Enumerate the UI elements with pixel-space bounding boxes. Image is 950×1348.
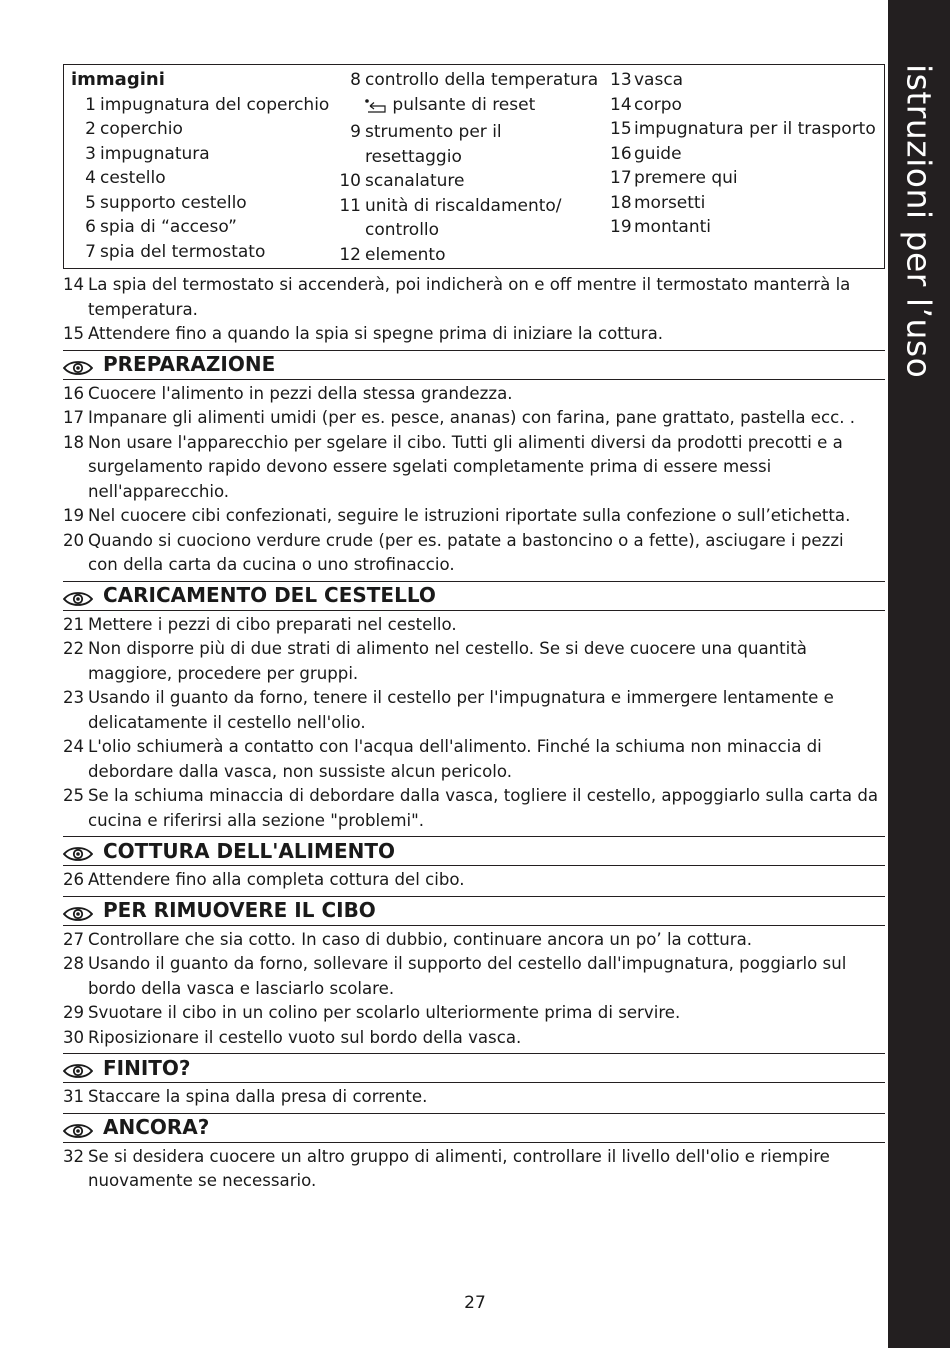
section-header — [63, 1113, 885, 1143]
step-item — [63, 928, 885, 953]
legend-item-label: pulsante di reset — [392, 94, 536, 115]
section-header — [63, 350, 885, 380]
step-text: Impanare gli alimenti umidi (per es. pesce, ananas) con farina, pane grattato, pastella ecc. . — [88, 408, 856, 427]
legend-item — [610, 117, 876, 142]
section-header — [63, 836, 885, 866]
legend-item-number: 11 — [339, 195, 361, 216]
legend-item-label: coperchio — [100, 119, 183, 139]
legend-item-label: spia di “acceso” — [100, 217, 237, 237]
step-number: 26 — [63, 870, 85, 889]
legend-item-number: 3 — [85, 143, 96, 164]
step-number: 20 — [63, 530, 85, 550]
step-number: 19 — [63, 506, 85, 525]
legend-item-label: montanti — [634, 217, 711, 237]
step-text: Cuocere l'alimento in pezzi della stessa grandezza. — [88, 383, 513, 403]
eye-icon — [63, 904, 93, 918]
legend-item — [610, 142, 876, 167]
step-item — [63, 735, 885, 784]
section-title: PREPARAZIONE — [103, 352, 276, 377]
step-number: 22 — [63, 639, 85, 658]
step-item — [63, 273, 885, 322]
legend-item-number: 7 — [85, 241, 96, 262]
legend-item-label: morsetti — [634, 192, 706, 213]
instructions-content — [63, 273, 885, 1194]
legend-item — [71, 191, 329, 216]
legend-item-number: 15 — [610, 119, 632, 139]
section-header — [63, 581, 885, 611]
step-text: maggiore, procedere per gruppi. — [88, 663, 359, 683]
step-text: con della carta da cucina o uno strofinaccio. — [88, 555, 455, 574]
eye-icon — [63, 589, 93, 603]
step-text: Nel cuocere cibi confezionati, seguire le istruzioni riportate sulla confezione o sull’etichetta. — [88, 506, 851, 525]
step-text: Svuotare il cibo in un colino per scolarlo ulteriormente prima di servire. — [88, 1003, 681, 1022]
step-text: Mettere i pezzi di cibo preparati nel cestello. — [88, 614, 457, 634]
step-number: 15 — [63, 324, 85, 343]
legend-item — [610, 215, 876, 240]
legend-item — [339, 93, 598, 121]
section-header — [63, 1053, 885, 1083]
step-text: Attendere fino alla completa cottura del cibo. — [88, 870, 465, 889]
legend-item-label: corpo — [634, 94, 682, 115]
legend-box — [63, 64, 885, 269]
step-item — [63, 637, 885, 686]
legend-item — [610, 166, 876, 191]
legend-item-label: vasca — [634, 70, 684, 90]
legend-item-number: 1 — [85, 94, 96, 115]
legend-item — [339, 120, 598, 145]
legend-item-label: scanalature — [365, 171, 465, 191]
section-header — [63, 896, 885, 926]
step-number: 29 — [63, 1003, 85, 1022]
legend-item-number: 17 — [610, 168, 632, 188]
step-number: 31 — [63, 1087, 85, 1106]
step-item — [63, 1085, 885, 1110]
legend-item-number: 5 — [85, 192, 96, 213]
legend-item-label: controllo — [365, 220, 440, 240]
step-text: L'olio schiumerà a contatto con l'acqua dell'alimento. Finché la schiuma non minaccia di — [88, 737, 822, 756]
step-item — [63, 529, 885, 578]
legend-item — [339, 145, 598, 170]
legend-item — [339, 243, 598, 268]
section-title: PER RIMUOVERE IL CIBO — [103, 898, 376, 923]
legend-item-label: resettaggio — [365, 146, 462, 167]
step-number: 28 — [63, 954, 85, 973]
step-text: bordo della vasca e lasciarlo scolare. — [88, 978, 395, 998]
step-number: 30 — [63, 1027, 85, 1047]
legend-item — [610, 68, 876, 93]
legend-item-number: 10 — [339, 171, 361, 191]
legend-item — [71, 93, 329, 118]
step-item — [63, 784, 885, 833]
section-title: COTTURA DELL'ALIMENTO — [103, 838, 395, 863]
step-number: 25 — [63, 786, 85, 805]
eye-icon — [63, 358, 93, 372]
step-number: 23 — [63, 688, 85, 707]
step-text: Non disporre più di due strati di alimento nel cestello. Se si deve cuocere una quantità — [88, 639, 807, 658]
step-number: 16 — [63, 383, 85, 403]
legend-item-label: spia del termostato — [100, 241, 266, 262]
legend-item-label: impugnatura per il trasporto — [634, 119, 876, 139]
step-item — [63, 952, 885, 1001]
step-text: debordare dalla vasca, non sussiste alcun pericolo. — [88, 761, 513, 781]
legend-item-label: impugnatura — [100, 143, 210, 164]
step-text: cucina e riferirsi alla sezione "problemi". — [88, 810, 425, 830]
legend-item-number: 13 — [610, 70, 632, 90]
step-item — [63, 431, 885, 505]
step-text: nuovamente se necessario. — [88, 1171, 317, 1190]
legend-item-label: impugnatura del coperchio — [100, 94, 330, 115]
eye-icon — [63, 1121, 93, 1135]
legend-item — [71, 166, 329, 191]
legend-item-number: 8 — [350, 70, 361, 90]
step-text: Se si desidera cuocere un altro gruppo di alimenti, controllare il livello dell'olio e riempire — [88, 1146, 830, 1166]
legend-column-3 — [610, 68, 876, 240]
legend-item — [71, 215, 329, 240]
eye-icon — [63, 844, 93, 858]
step-text: surgelamento rapido devono essere sgelati completamente prima di essere messi — [88, 457, 772, 476]
legend-item-label: elemento — [365, 244, 446, 265]
section-title: FINITO? — [103, 1055, 191, 1080]
step-text: Usando il guanto da forno, tenere il cestello per l'impugnatura e immergere lentamente e — [88, 688, 834, 707]
legend-item — [71, 142, 329, 167]
legend-item-label: unità di riscaldamento/ — [365, 195, 562, 216]
legend-item-label: supporto cestello — [100, 192, 247, 213]
step-item — [63, 406, 885, 431]
legend-item-label: strumento per il — [365, 122, 502, 142]
legend-item-number: 14 — [610, 94, 632, 115]
section-title: CARICAMENTO DEL CESTELLO — [103, 583, 436, 608]
step-item — [63, 1145, 885, 1194]
step-number: 32 — [63, 1146, 85, 1166]
legend-item-number: 18 — [610, 192, 632, 213]
legend-item-label: premere qui — [634, 168, 738, 188]
step-number: 21 — [63, 614, 85, 634]
legend-item-number: 2 — [85, 119, 96, 139]
section-title: ANCORA? — [103, 1115, 210, 1140]
legend-item — [339, 218, 598, 243]
step-text: Controllare che sia cotto. In caso di dubbio, continuare ancora un po’ la cottura. — [88, 929, 753, 949]
step-item — [63, 322, 885, 347]
legend-item-number: 9 — [350, 122, 361, 142]
step-item — [63, 686, 885, 735]
step-item — [63, 1026, 885, 1051]
legend-item-label: guide — [634, 143, 682, 164]
legend-item-number: 4 — [85, 168, 96, 188]
step-text: nell'apparecchio. — [88, 481, 230, 501]
legend-item-label: controllo della temperatura — [365, 70, 599, 90]
legend-item-number: 19 — [610, 217, 632, 237]
step-text: Quando si cuociono verdure crude (per es. patate a bastoncino o a fette), asciugare i pezzi — [88, 530, 844, 550]
legend-column-1 — [71, 68, 329, 264]
legend-item — [71, 117, 329, 142]
legend-item-label: cestello — [100, 168, 166, 188]
legend-item-number: 12 — [339, 244, 361, 265]
legend-item-number: 16 — [610, 143, 632, 164]
step-item — [63, 613, 885, 638]
step-text: Usando il guanto da forno, sollevare il supporto del cestello dall'impugnatura, poggiarlo sul — [88, 954, 847, 973]
step-number: 24 — [63, 737, 85, 756]
eye-icon — [63, 1061, 93, 1075]
step-text: Riposizionare il cestello vuoto sul bordo della vasca. — [88, 1027, 522, 1047]
step-number: 27 — [63, 929, 85, 949]
sidebar-tab — [888, 0, 950, 1348]
step-text: Staccare la spina dalla presa di corrente. — [88, 1087, 428, 1106]
step-number: 14 — [63, 275, 85, 294]
step-text: delicatamente il cestello nell'olio. — [88, 712, 366, 732]
step-number: 18 — [63, 432, 85, 452]
step-text: Se la schiuma minaccia di debordare dalla vasca, togliere il cestello, appoggiarlo sulla carta da — [88, 786, 879, 805]
step-text: Non usare l'apparecchio per sgelare il cibo. Tutti gli alimenti diversi da prodotti precotti e a — [88, 432, 843, 452]
step-number: 17 — [63, 408, 85, 427]
legend-item-number: 6 — [85, 217, 96, 237]
legend-item — [339, 169, 598, 194]
step-item — [63, 504, 885, 529]
reset-arrow-icon — [365, 96, 387, 121]
step-text: Attendere fino a quando la spia si spegne prima di iniziare la cottura. — [88, 324, 664, 343]
step-text: temperatura. — [88, 299, 198, 319]
legend-item — [610, 191, 876, 216]
step-text: La spia del termostato si accenderà, poi indicherà on e off mentre il termostato manterrà la — [88, 275, 851, 294]
sidebar-title: istruzioni per l’uso — [899, 64, 939, 379]
legend-item — [610, 93, 876, 118]
step-item — [63, 1001, 885, 1026]
legend-item — [71, 240, 329, 265]
step-item — [63, 382, 885, 407]
page-number: 27 — [464, 1293, 486, 1313]
step-item — [63, 868, 885, 893]
legend-title: immagini — [71, 69, 165, 90]
legend-item — [339, 68, 598, 93]
legend-column-2 — [339, 68, 598, 267]
legend-item — [339, 194, 598, 219]
